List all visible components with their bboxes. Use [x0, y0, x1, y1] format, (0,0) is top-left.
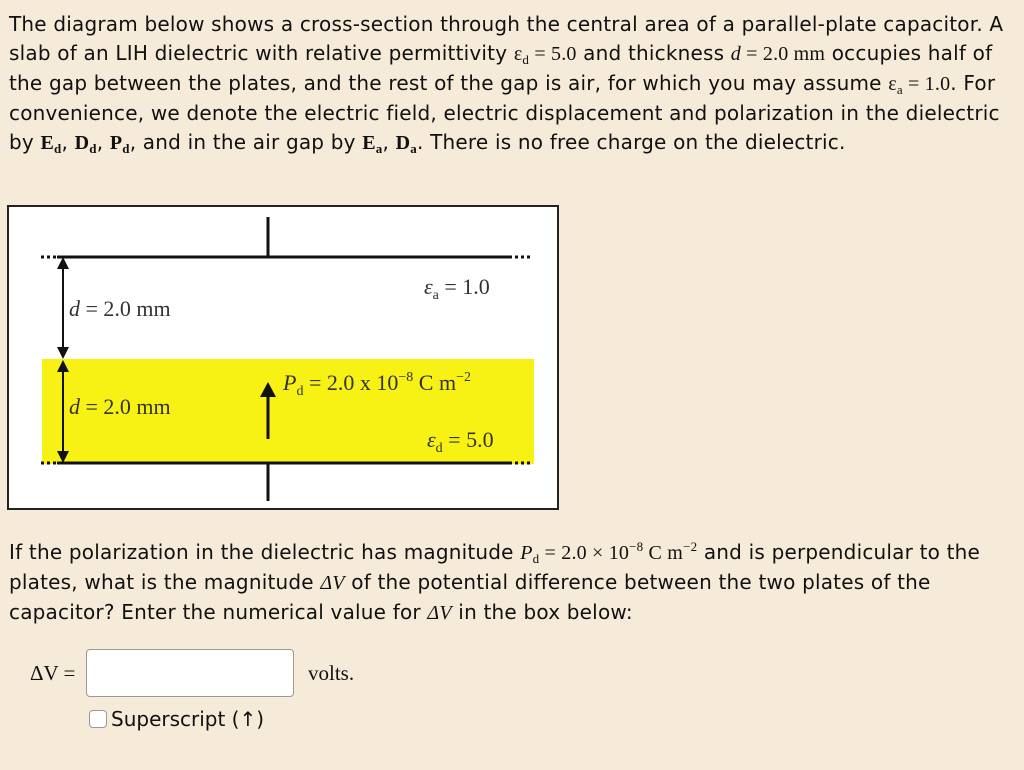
dielectric-permittivity-label: $\varepsilon_d = 5.0$ — [427, 427, 494, 456]
dielectric-thickness-label: d = 2.0 mm — [69, 394, 171, 419]
superscript-label: Superscript (↑) — [111, 707, 265, 731]
superscript-checkbox[interactable] — [89, 710, 107, 728]
capacitor-svg — [9, 207, 561, 512]
intro-paragraph: The diagram below shows a cross-section through the central area of a parallel-plate capacitor. A slab of an LIH dielectric with relative permittivity $\varepsilon_d = 5.0$ and thickness d = 2.0 mm occupies half of the gap between the plates, and the rest of the gap is air, for which you may assume $\varepsilon_a = 1.0$. For convenience, we denote the electric field, electric displacement and polarization in the dielectric by $E_d$, $D_d$, $P_d$, and in the air gap by $E_a$, $D_a$. There is no free charge on the dielectric. — [9, 12, 1004, 156]
air-gap-thickness-label: d = 2.0 mm — [69, 296, 171, 321]
top-dimension-arrow — [57, 257, 69, 359]
capacitor-diagram — [7, 205, 559, 510]
delta-v-label: ΔV = — [30, 661, 76, 685]
answer-input[interactable] — [86, 649, 294, 697]
units-label: volts. — [308, 661, 355, 685]
question-paragraph: If the polarization in the dielectric has magnitude $P_d = 2.0 \times 10^{-8}$ C $m^{-2}$ and is perpendicular to the plates, what is the magnitude ΔV of the potential difference between the two plates of the capacitor? Enter the numerical value for ΔV in the box below: — [9, 539, 981, 624]
superscript-toggle[interactable] — [89, 707, 264, 731]
air-permittivity-label: $\varepsilon_a = 1.0$ — [424, 274, 490, 303]
polarization-label: $P_d = 2.0$ x $10^{-8}$ C $m^{-2}$ — [283, 370, 471, 399]
